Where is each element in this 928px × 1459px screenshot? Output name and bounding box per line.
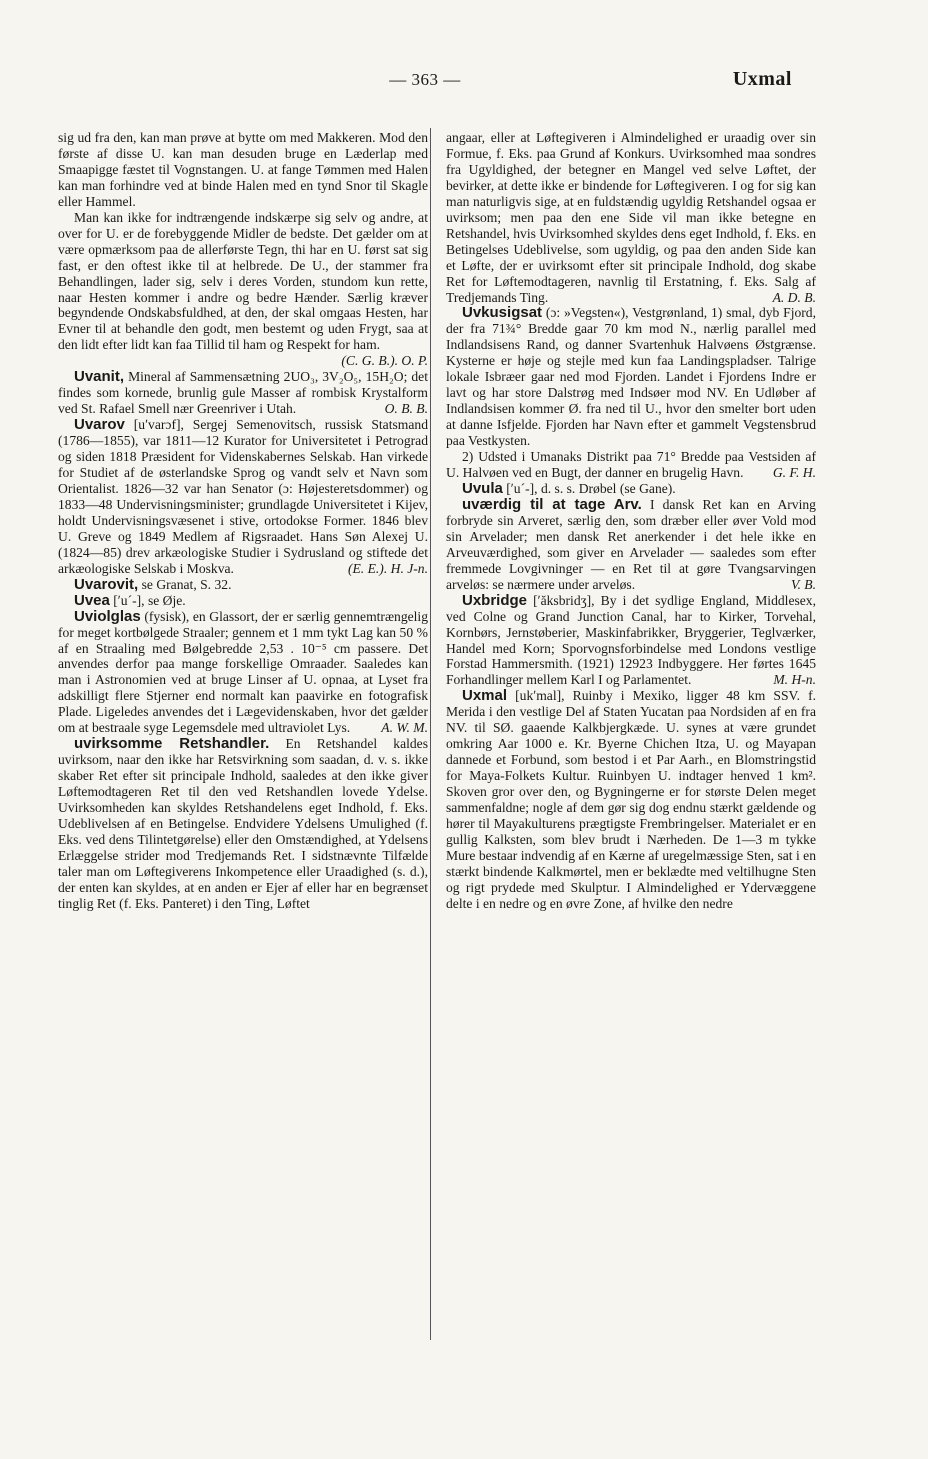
entry-uvarov [58, 417, 428, 577]
entry-term: Uxbridge [462, 591, 528, 609]
entry-text: I dansk Ret kan en Arving forbryde sin Arveret, særlig den, som dræber eller øver Vold mod sin Arvelader; men dansk Ret anerkender i det hele ikke en Arveuværdighed, som giver en Arvelader — saaledes som efter fremmede Lovgivninger — en Ret til at gøre Tvangsarvingen arveløs: se nærmere under arveløs. [446, 496, 816, 592]
page-header [58, 70, 792, 100]
entry-text: En Retshandel kaldes uvirksom, naar den ikke har Retsvirkning som saadan, d. v. s. ikke skaber Ret efter sit principale Indhold, saaledes at den ikke giver Løftemodtageren Ret til den ved Retshandlen lovede Ydelse. Uvirksomheden kan skyldes Retshandelens eget Indhold, f. Eks. Udeblivelsen af en Betingelse. Endvidere Ydelsens Umulighed (f. Eks. ved dens Tilintetgørelse) eller den Omstændighed, at Ydelsens Erlæggelse strider mod Tredjemands Ret. I sidstnævnte Tilfælde taler man om Løftegiverens Inkompetence eller Uraadighed (s. d.), der enten kan skyldes, at en anden er Ejer af eller har en begrænset tinglig Ret (f. Eks. Panteret) i den Ting, Løftet [58, 736, 429, 911]
entry-text: [ʹăksbridʒ], By i det sydlige England, Middlesex, ved Colne og Grand Junction Canal, har to Kirker, Torvehal, Kornbørs, Jernstøberier, Maskinfabrikker, Bryggerier, Teglværker, Handel med Korn; Sporvognsforbindelse med Londons vestlige Forstad Hammersmith. (1921) 12923 Indbyggere. Her førtes 1645 Forhandlinger mellem Karl I og Parlamentet. [446, 592, 816, 688]
entry-text: Mineral af Sammensætning 2UO₃, 3V₂O₅, 15H₂O; det findes som kornede, brunlig gule Masser af rombisk Krystalform ved St. Rafael Smell nær Greenriver i Utah. [58, 369, 428, 417]
signature: V. B. [790, 576, 816, 592]
signature: A. D. B. [772, 289, 816, 305]
entry-uvarovit [58, 577, 428, 593]
entry-term: uvirksomme Retshandler. [74, 735, 270, 753]
entry-text: se Granat, S. 32. [141, 576, 232, 592]
signature: (C. G. B.). O. P. [341, 353, 428, 369]
entry-term: Uvarov [74, 416, 125, 434]
signature: M. H-n. [773, 672, 816, 688]
entry-uviolglas [58, 609, 428, 737]
page-number: — 363 — [389, 70, 461, 89]
paragraph-continued [446, 130, 816, 305]
paragraph-text: angaar, eller at Løftegiveren i Almindelighed er uraadig over sin Formue, f. Eks. paa Grund af Konkurs. Uvirksomhed maa sondres fra Ugyldighed, der betegner en Mangel ved selve Løftet, der bevirker, at dette ikke er bindende for Løftegiveren. I og for sig kan man naturligvis sige, at en fuldstændig ugyldig Retshandel ogsaa er uvirksom; men paa den ene Side vil man ikke betegne en Retshandel, hvis Uvirksomhed skyldes dens eget Indhold, f. Eks. en Betingelses Udeblivelse, som ugyldig, og paa den anden Side kan et Løfte, der er uvirksomt efter sit principale Indhold, dog skabe Ret for Løftemodtageren, navnlig til Erstatning, f. Eks. Salg af Tredjemands Ting. [446, 130, 816, 305]
entry-term: Uviolglas [74, 607, 141, 625]
paragraph-continued: sig ud fra den, kan man prøve at bytte om med Makkeren. Mod den første af disse U. kan man desuden bruge en Læderlap med Smaapigge fæstet til Vognstangen. U. at fange Tømmen med Halen kan man forhindre ved at binde Halen med en tynd Snor til Skagle eller Hammel. [58, 130, 428, 209]
running-head: Uxmal [732, 68, 792, 90]
paragraph [58, 210, 428, 370]
entry-term: Uvkusigsat [462, 304, 543, 322]
entry-text: [ʹuˊ-], se Øje. [113, 592, 186, 608]
entry-text: [ʹuˊ-], d. s. s. Drøbel (se Gane). [506, 480, 676, 496]
signature: A. W. M. [381, 720, 428, 736]
signature: O. B. B. [384, 401, 428, 417]
entry-text: (ɔ: »Vegsten«), Vestgrønland, 1) smal, dyb Fjord, der fra 71¾° Bredde gaar 70 km mod N., nærlig parallel med Indlandsisens Rand, og danner Svartenhuk Halvøens Østgrænse. Kysterne er høje og stejle med kun faa Landingspladser. Talrige lokale Isbræer gaar ned mod Fjorden. Landet i Fjordens Indre er lavt og har store Dalstrøg med Indsøer mod NV. En Udløber af Indlandsisen kommer Ø. fra ned til U., hvor den smelter bort uden at danne Isfjelde. Fjorden har Navn efter et gammelt Vegstensbrud paa Vestkysten. [446, 305, 816, 449]
entry-uvanit [58, 369, 428, 417]
entry-uvea [58, 593, 428, 609]
entry-uvula [446, 481, 816, 497]
entry-term: Uvula [462, 479, 503, 497]
entry-uxbridge [446, 593, 816, 689]
entry-term: Uxmal [462, 687, 508, 705]
entry-term: Uvea [74, 591, 110, 609]
entry-uvirksomme-retshandler [58, 736, 428, 911]
signature: (E. E.). H. J-n. [347, 560, 428, 576]
column-divider [430, 128, 431, 1340]
entry-text: (fysisk), en Glassort, der er særlig gennemtrængelig for meget kortbølgede Straaler; gennem et 1 mm tykt Lag kan 50 % af en Straaling med Bølgebredde 2,53 . 10⁻⁵ cm passere. Det anvendes derfor paa mange forskellige Omraader. Saaledes kan man i Astronomien ved at bruge Linser af U. opnaa, at Lyset fra adskilligt flere Stjerner end normalt kan paavirke en fotografisk Plade. Ligeledes anvendes det i Lægevidenskaben, hvor det gælder om at bestraale syge Legemsdele med ultraviolet Lys. [58, 608, 429, 736]
right-column [446, 130, 816, 912]
left-column [58, 130, 428, 912]
entry-text: [ukʹmal], Ruinby i Mexiko, ligger 48 km SSV. f. Merida i den vestlige Del af Staten Yucatan paa Nordsiden af en fra NV. til SØ. gaaende Kalkbjergkæde. U. synes at være grundet omkring Aar 1000 e. Kr. Byerne Chichen Itza, U. og Mayapan dannede et Forbund, som bestod i et Par Aarh., en Blomstringstid for Maya-Folkets Kultur. Ruinbyen U. indtager henved 1 km². Skoven gror over den, og Bygningerne er for største Delen meget sammenfaldne; nogle af dem gør sig dog endnu stærkt gældende og hører til Mayakulturens prægtigste Frembringelser. Materialet er en gullig Kalksten, som blev brudt i Nærheden. De 1—3 m tykke Mure bestaar indvendig af en Kærne af uregelmæssige Sten, sat i en stærkt bindende Kalkmørtel, men er beklædte med veltilhugne Sten og rigt prydede med Skulptur. I Almindelighed er Ydervæggene delte i en nedre og en øvre Zone, af hvilke den nedre [446, 688, 817, 911]
entry-term: uværdig til at tage Arv. [462, 495, 642, 513]
entry-text: [uʹvarɔf], Sergej Semenovitsch, russisk Statsmand (1786—1855), var 1811—12 Kurator for Universitetet i Petrograd og siden 1818 Præsident for Videnskabernes Selskab. Han virkede for Studiet af de østerlandske Sprog og vandt selv et Navn som Orientalist. 1826—32 var han Senator (ɔ: Højesteretsdommer) og 1833—48 Undervisningsminister; grundlagde Universitetet i Kijev, holdt Undervisningsvæsenet i stive, ortodokse Former. 1846 blev U. Greve og 1849 Medlem af Rigsraadet. Hans Søn Alexej U. (1824—85) drev arkæologiske Studier i Sydrusland og stiftede det arkæologiske Selskab i Moskva. [58, 417, 428, 576]
entry-uvaerdig [446, 497, 816, 593]
entry-uvkusigsat-part2 [446, 449, 816, 481]
paragraph-text: Man kan ikke for indtrængende indskærpe sig selv og andre, at over for U. er de forebyggende Midler de bedste. Det gælder om at være opmærksom paa de allerførste Tegn, thi har en U. først sat sig fast, er den oftest ikke til at helbrede. De U., der stammer fra Behandlingen, lader sig, selv i deres Vorden, stundom kun rette, naar Hesten kommer i andre og bedre Hænder. Særlig kræver begyndende Ondskabsfuldhed, at den, der skal omgaas Hesten, har Evner til at behandle den godt, men bestemt og uden Frygt, saa at den lidt efter lidt kan faa Tillid til ham og Respekt for ham. [58, 209, 428, 353]
entry-term: Uvanit, [74, 368, 125, 386]
signature: G. F. H. [772, 465, 816, 481]
entry-text: 2) Udsted i Umanaks Distrikt paa 71° Bredde paa Vestsiden af U. Halvøen ved en Bugt, der danner en brugelig Havn. [446, 449, 816, 481]
entry-term: Uvarovit, [74, 575, 139, 593]
entry-uvkusigsat [446, 305, 816, 449]
entry-uxmal [446, 688, 816, 911]
